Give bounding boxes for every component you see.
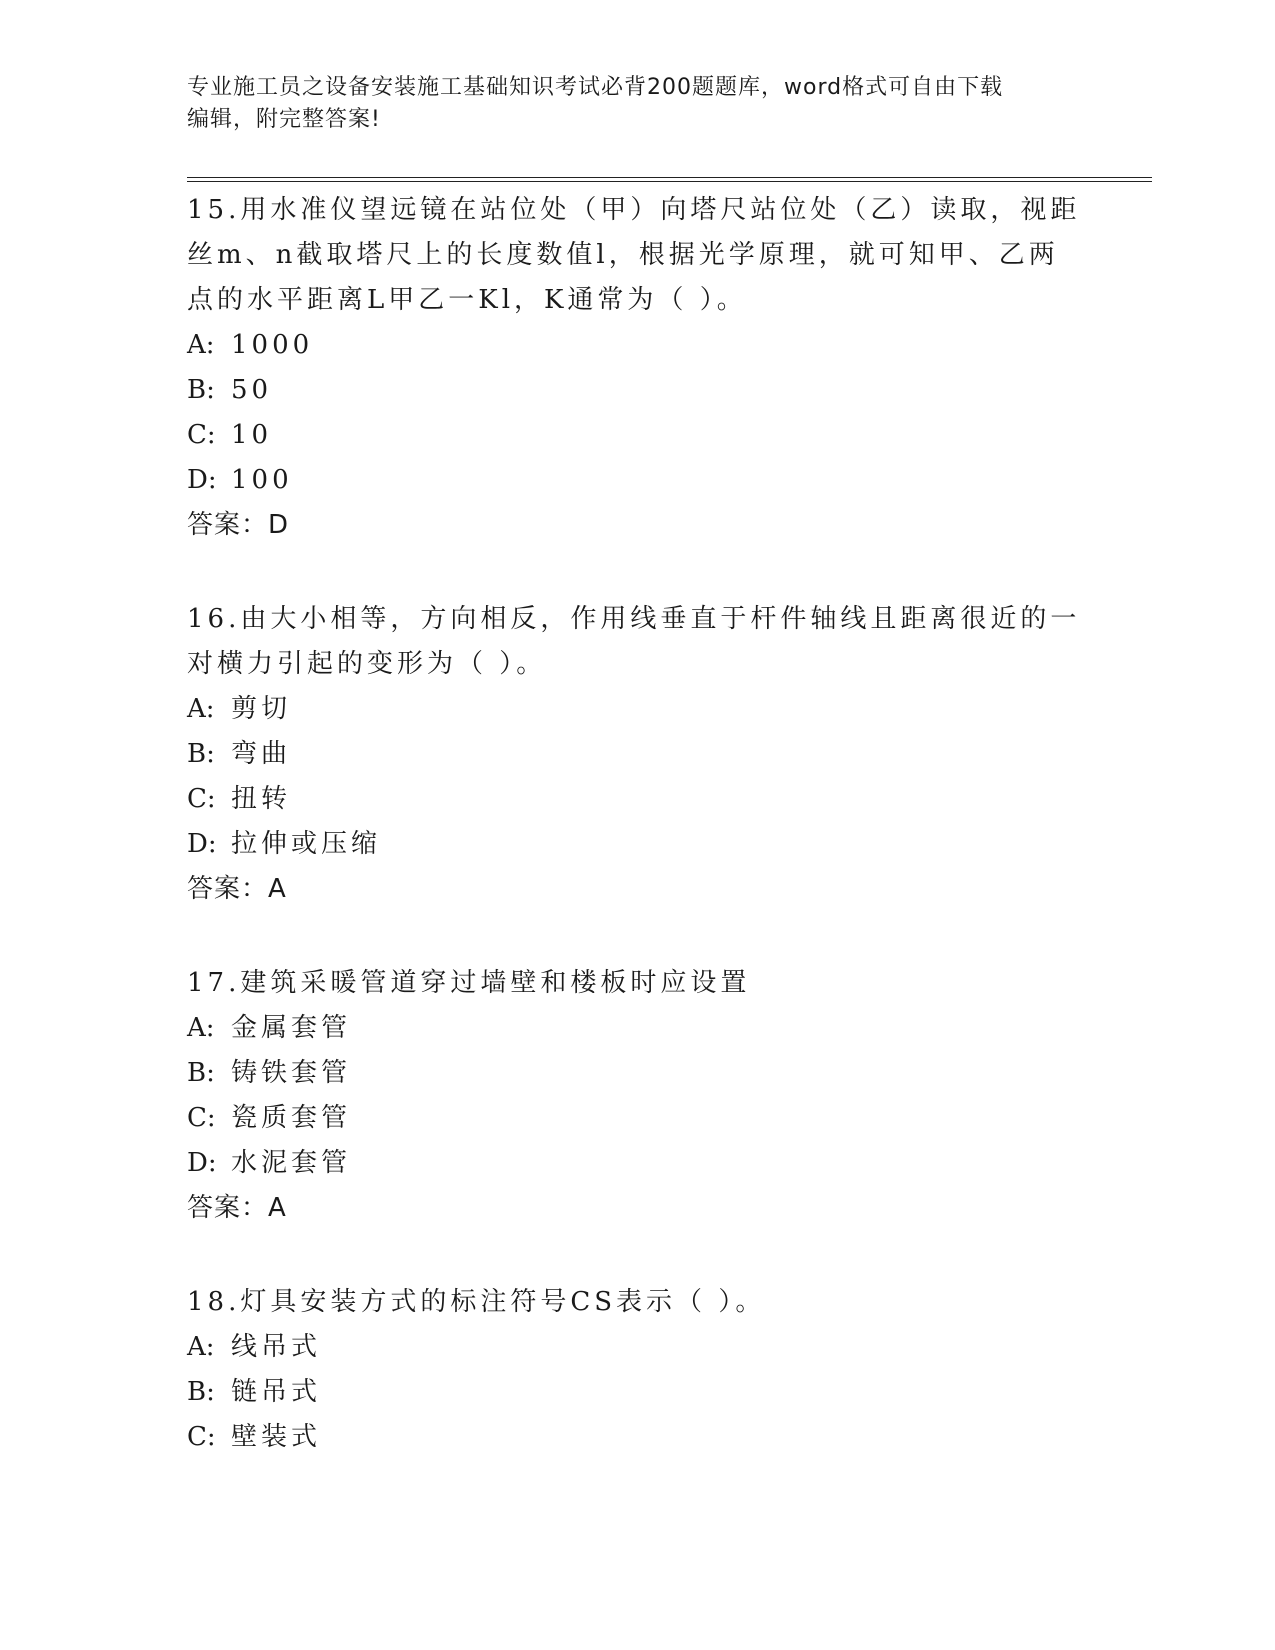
option-c xyxy=(187,777,1087,822)
option-text: 扭转 xyxy=(231,784,292,814)
question-stem: 16.由大小相等，方向相反，作用线垂直于杆件轴线且距离很近的一对横力引起的变形为（ ）。 xyxy=(187,604,1081,679)
question-list xyxy=(187,188,1087,1509)
option-text: 100 xyxy=(231,465,293,495)
option-c xyxy=(187,1096,1087,1141)
header-line-2: 编辑，附完整答案! xyxy=(187,107,381,132)
document-header xyxy=(187,72,1067,136)
header-divider-bottom xyxy=(187,181,1152,182)
option-text: 瓷质套管 xyxy=(231,1103,352,1133)
option-c xyxy=(187,413,1087,458)
answer-line: 答案：A xyxy=(187,1193,287,1223)
question-18 xyxy=(187,1280,1087,1460)
option-label: A: xyxy=(187,1332,215,1362)
option-label: C: xyxy=(187,1422,216,1452)
option-d xyxy=(187,458,1087,503)
question-17 xyxy=(187,961,1087,1231)
option-text: 剪切 xyxy=(231,694,292,724)
option-d xyxy=(187,1141,1087,1186)
question-stem: 15.用水准仪望远镜在站位处（甲）向塔尺站位处（乙）读取，视距丝m、n截取塔尺上的长度数值l，根据光学原理，就可知甲、乙两点的水平距离L甲乙一Kl，K通常为（ ）。 xyxy=(187,195,1081,315)
option-c xyxy=(187,1415,1087,1460)
option-text: 1000 xyxy=(231,330,314,360)
option-label: C: xyxy=(187,420,216,450)
option-label: B: xyxy=(187,375,215,405)
option-label: C: xyxy=(187,784,216,814)
option-text: 50 xyxy=(231,375,273,405)
option-label: D: xyxy=(187,1148,217,1178)
option-d xyxy=(187,822,1087,867)
answer-line: 答案：D xyxy=(187,510,290,540)
option-text: 壁装式 xyxy=(231,1422,322,1452)
option-label: D: xyxy=(187,829,217,859)
option-text: 拉伸或压缩 xyxy=(231,829,382,859)
option-b xyxy=(187,1051,1087,1096)
answer-line: 答案：A xyxy=(187,874,287,904)
option-label: A: xyxy=(187,694,215,724)
option-b xyxy=(187,732,1087,777)
option-a xyxy=(187,687,1087,732)
option-label: B: xyxy=(187,739,215,769)
option-text: 10 xyxy=(231,420,273,450)
option-text: 铸铁套管 xyxy=(231,1058,352,1088)
option-text: 线吊式 xyxy=(231,1332,322,1362)
option-a xyxy=(187,1325,1087,1370)
option-a xyxy=(187,323,1087,368)
header-line-1: 专业施工员之设备安装施工基础知识考试必背200题题库，word格式可自由下载 xyxy=(187,75,1004,100)
option-a xyxy=(187,1006,1087,1051)
option-label: A: xyxy=(187,1013,215,1043)
option-text: 弯曲 xyxy=(231,739,292,769)
option-label: B: xyxy=(187,1377,215,1407)
question-16 xyxy=(187,597,1087,912)
option-label: A: xyxy=(187,330,215,360)
option-text: 水泥套管 xyxy=(231,1148,352,1178)
option-b xyxy=(187,1370,1087,1415)
question-15 xyxy=(187,188,1087,548)
option-text: 金属套管 xyxy=(231,1013,352,1043)
option-text: 链吊式 xyxy=(231,1377,322,1407)
question-stem: 17.建筑采暖管道穿过墙壁和楼板时应设置 xyxy=(187,968,751,998)
header-divider-top xyxy=(187,177,1152,178)
option-b xyxy=(187,368,1087,413)
option-label: B: xyxy=(187,1058,215,1088)
question-stem: 18.灯具安装方式的标注符号CS表示（ ）。 xyxy=(187,1287,766,1317)
option-label: C: xyxy=(187,1103,216,1133)
option-label: D: xyxy=(187,465,217,495)
